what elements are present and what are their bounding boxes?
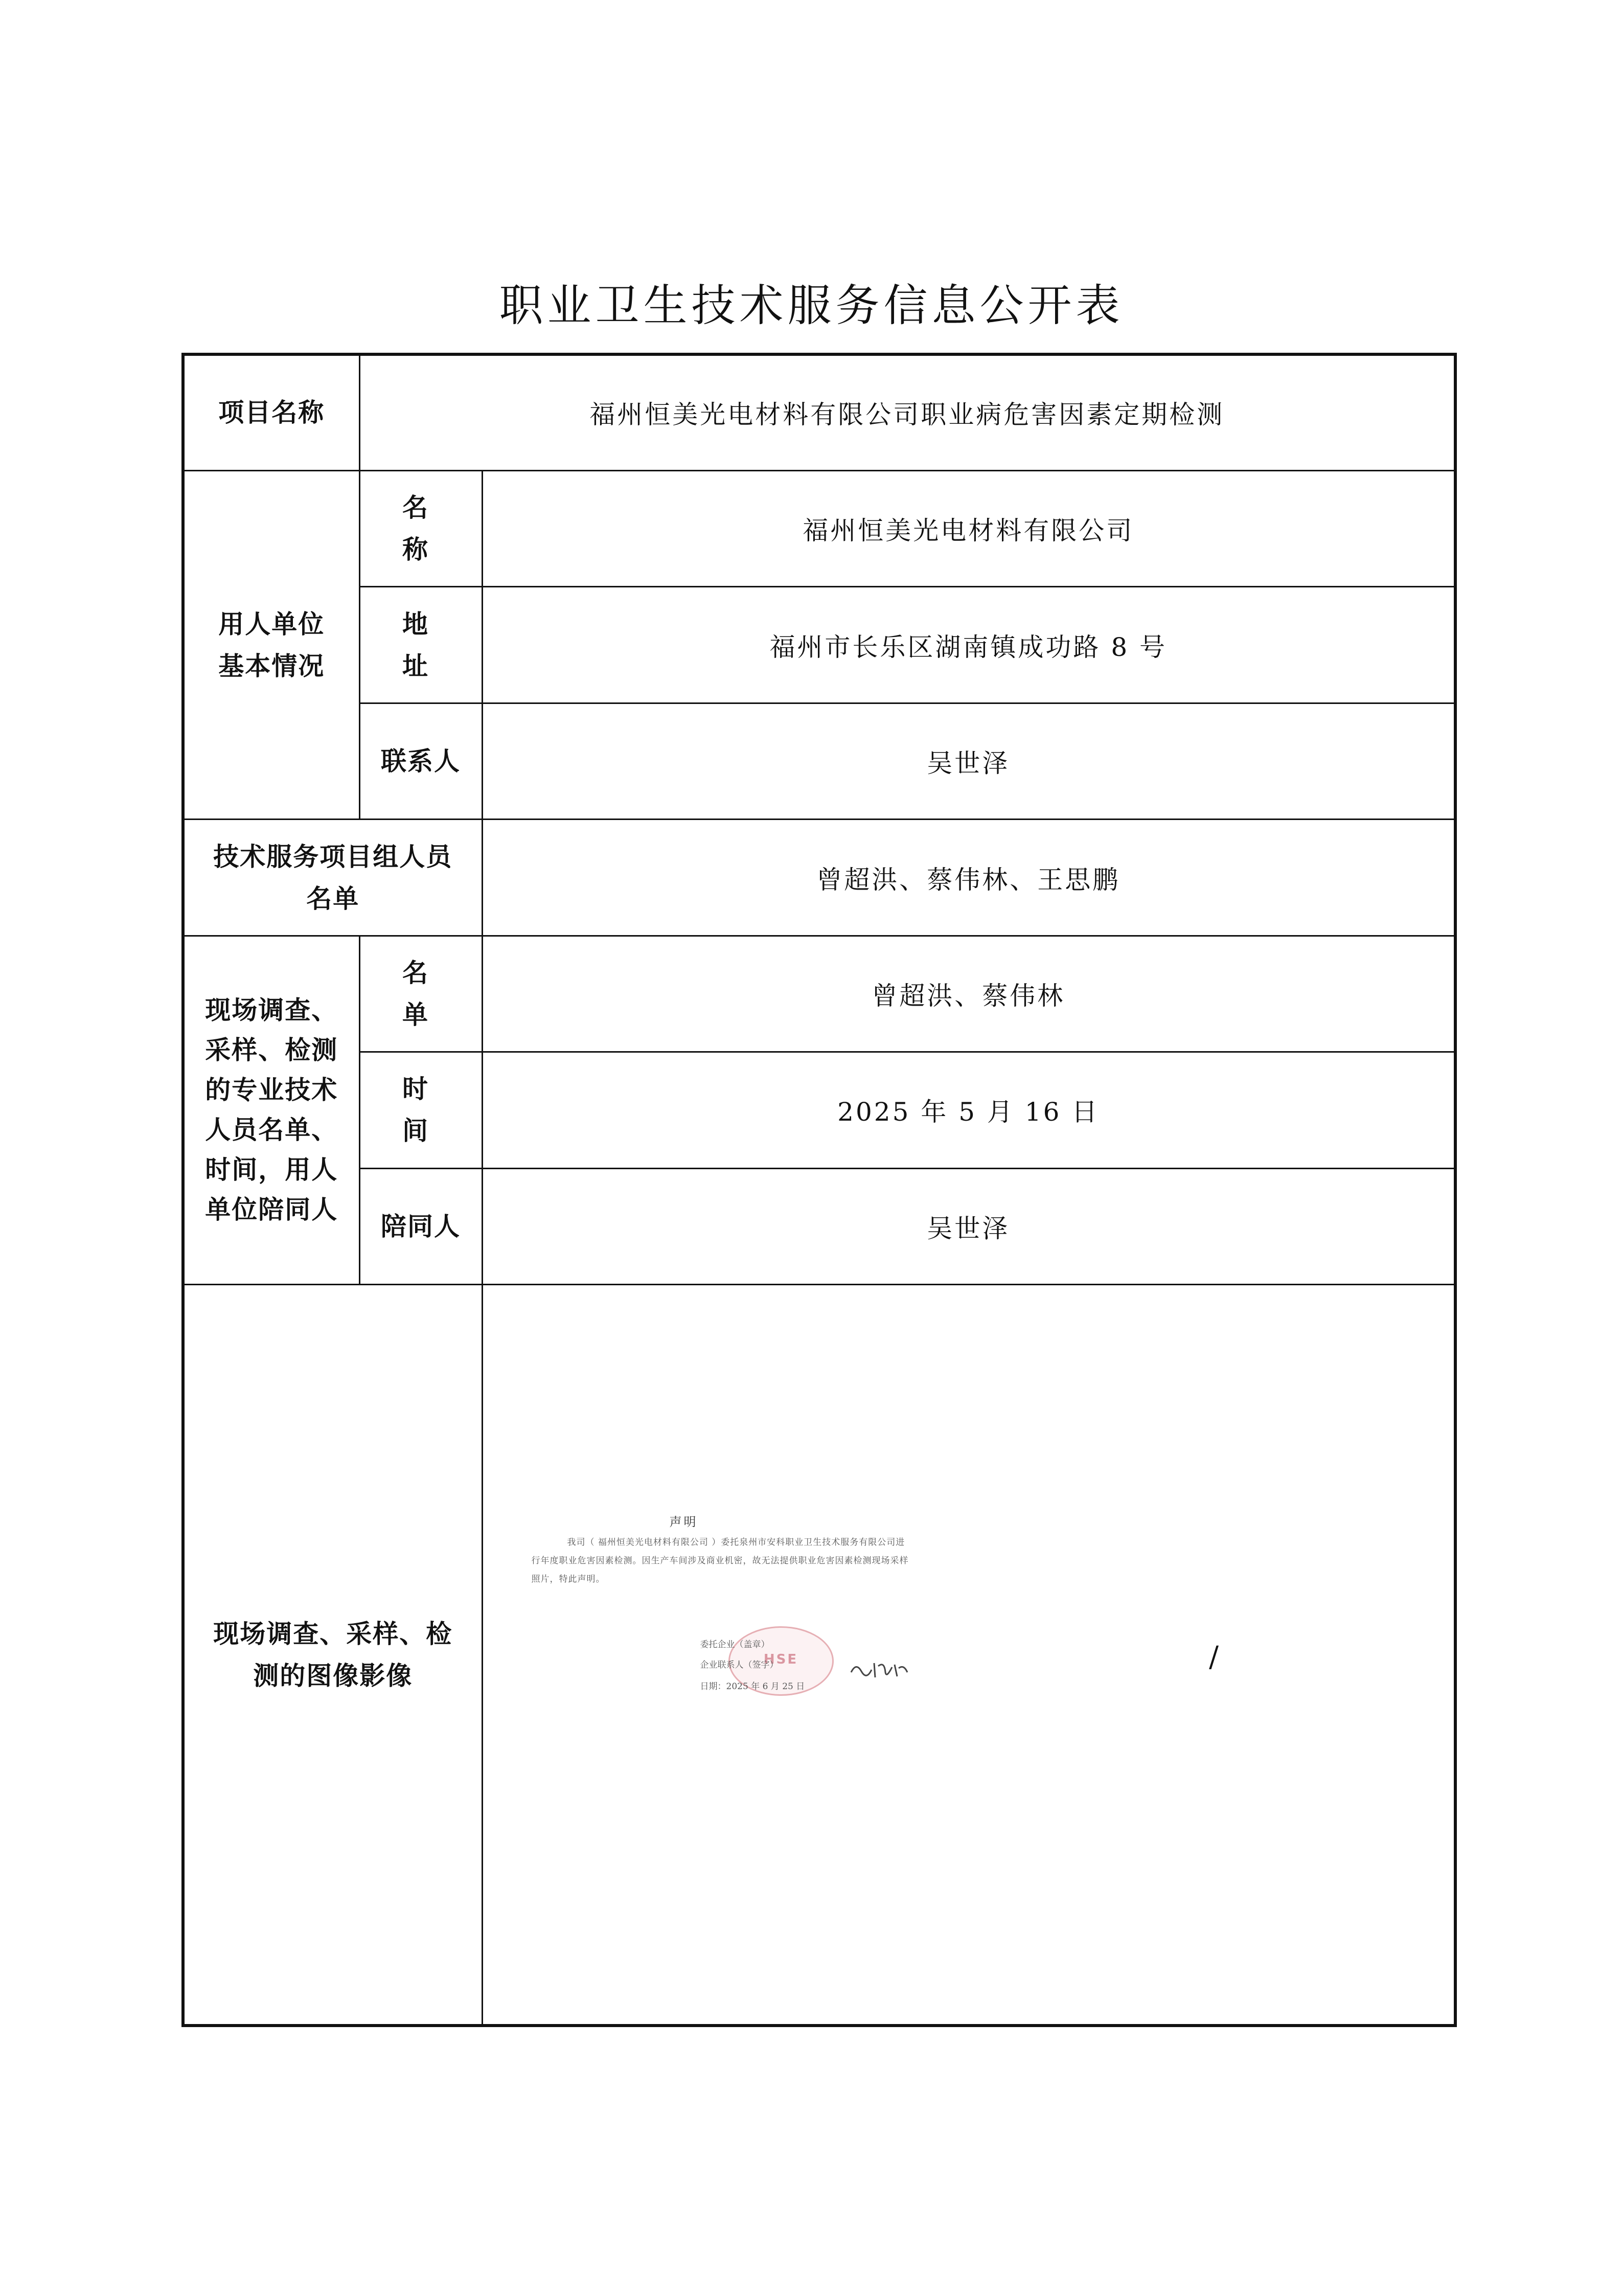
images-label xyxy=(183,1285,482,2026)
survey-group-label-line: 人员名单、 xyxy=(205,1115,338,1145)
team-label-line1: 技术服务项目组人员 xyxy=(213,842,453,872)
survey-time-value: 2025 年 5 月 16 日 xyxy=(482,1052,1455,1168)
survey-escort-row xyxy=(183,1168,1455,1284)
declaration-body: 我司（ 福州恒美光电材料有限公司 ）委托泉州市安科职业卫生技术服务有限公司进行年度职业危害因素检测。因生产车间涉及商业机密，故无法提供职业危害因素检测现场采样照片，特此声明。 xyxy=(531,1537,909,1585)
survey-group-label xyxy=(183,936,359,1284)
images-row xyxy=(183,1285,1455,2026)
employer-address-row xyxy=(183,587,1455,703)
survey-group-label-line: 单位陪同人 xyxy=(205,1195,338,1225)
project-name-value: 福州恒美光电材料有限公司职业病危害因素定期检测 xyxy=(359,354,1455,470)
survey-group-label-line: 采样、检测 xyxy=(205,1035,338,1065)
declaration-contact-label: 企业联系人（签字） xyxy=(700,1660,779,1671)
survey-time-row xyxy=(183,1052,1455,1168)
team-label xyxy=(183,820,482,936)
employer-name-label: 名 称 xyxy=(359,470,482,586)
employer-group-label-line1: 用人单位 xyxy=(218,609,325,639)
images-label-line2: 测的图像影像 xyxy=(253,1661,413,1691)
survey-group-label-line: 时间，用人 xyxy=(205,1155,338,1185)
signature-icon xyxy=(849,1657,910,1683)
team-row xyxy=(183,820,1455,936)
employer-group-label-line2: 基本情况 xyxy=(218,651,325,681)
survey-list-row xyxy=(183,936,1455,1052)
page-title: 职业卫生技术服务信息公开表 xyxy=(499,280,1124,331)
project-label: 项目名称 xyxy=(183,354,359,470)
team-members-value: 曾超洪、蔡伟林、王思鹏 xyxy=(482,820,1455,936)
declaration-entrust-label: 委托企业（盖章） xyxy=(700,1640,770,1650)
employer-name-row xyxy=(183,470,1455,586)
survey-escort-value: 吴世泽 xyxy=(482,1168,1455,1284)
images-cell xyxy=(482,1285,1455,2026)
project-row xyxy=(183,354,1455,470)
declaration-scan xyxy=(532,1513,910,1707)
survey-group-label-line: 现场调查、 xyxy=(205,995,338,1026)
declaration-date: 日期：2025 年 6 月 25 日 xyxy=(700,1681,805,1692)
survey-group-label-line: 的专业技术 xyxy=(205,1075,338,1105)
survey-list-label: 名 单 xyxy=(359,936,482,1052)
no-image-slash: / xyxy=(1209,1641,1219,1674)
images-label-line1: 现场调查、采样、检 xyxy=(213,1619,453,1649)
seal-text: HSE xyxy=(763,1652,798,1668)
declaration-title: 声明 xyxy=(669,1515,698,1530)
employer-name-value: 福州恒美光电材料有限公司 xyxy=(482,470,1455,586)
survey-escort-label: 陪同人 xyxy=(359,1168,482,1284)
employer-address-value: 福州市长乐区湖南镇成功路 8 号 xyxy=(482,587,1455,703)
employer-group-label xyxy=(183,470,359,819)
team-label-line2: 名单 xyxy=(306,883,360,914)
survey-time-label: 时 间 xyxy=(359,1052,482,1168)
info-table xyxy=(181,353,1457,2027)
employer-contact-label: 联系人 xyxy=(359,703,482,819)
survey-list-value: 曾超洪、蔡伟林 xyxy=(482,936,1455,1052)
employer-contact-row xyxy=(183,703,1455,819)
employer-address-label: 地 址 xyxy=(359,587,482,703)
employer-contact-value: 吴世泽 xyxy=(482,703,1455,819)
